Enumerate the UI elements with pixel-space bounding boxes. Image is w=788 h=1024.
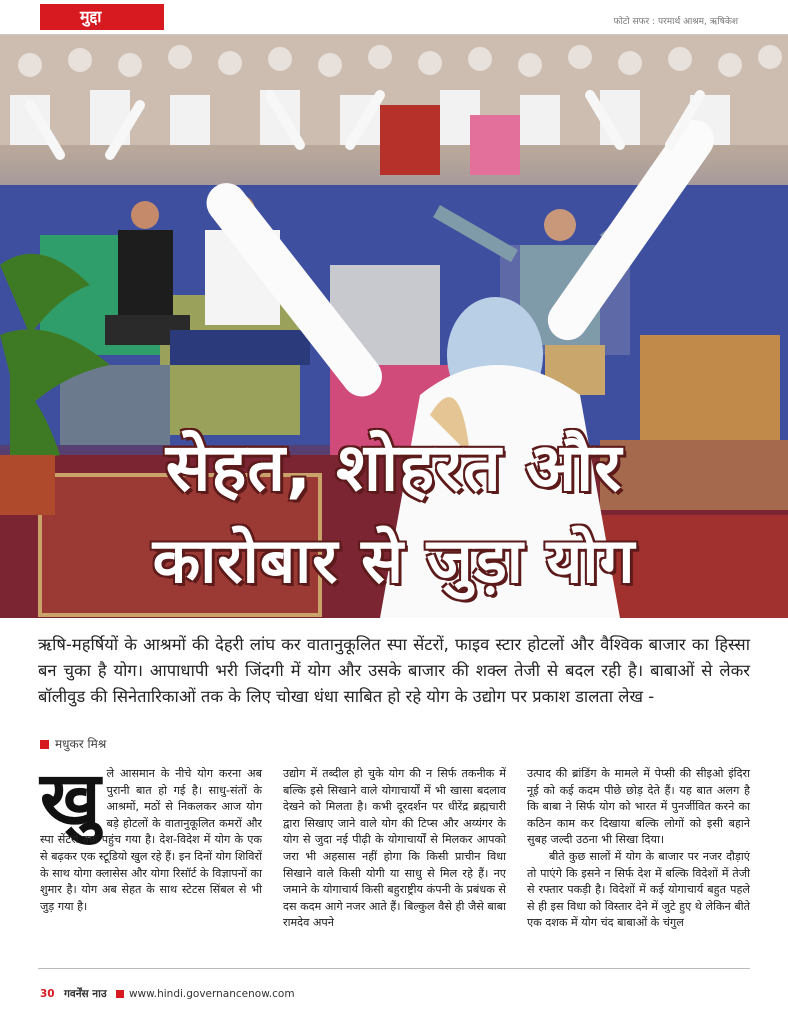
headline-line-2: कारोबार से जुड़ा योग: [152, 524, 636, 597]
headline-line-1: सेहत, शोहरत और: [165, 429, 623, 506]
byline: [40, 735, 106, 752]
footer-divider: [38, 968, 750, 969]
section-tag: मुद्दा: [40, 4, 164, 30]
column-1-text: ले आसमान के नीचे योग करना अब पुरानी बात हो गई है। साधु-संतों के आश्रमों, मठों से निकलकर आज योग बड़े होटलों के वातानुकूलित कमरों और स्पा सेंटरों तक पहुंच गया है। देश-विदेश में योग के एक से बढ़कर एक स्टूडियो खुल रहे हैं। इन दिनों योग शिविरों के साथ योगा क्लासेस और योगा रिसॉर्ट के विज्ञापनों का शुमार है। योग अब सेहत के साथ स्टेटस सिंबल से भी जुड़ गया है।: [40, 767, 262, 913]
author-name: मधुकर मिश्र: [55, 737, 107, 751]
magazine-brand: गवर्नेंस नाउ: [63, 988, 107, 1000]
page-footer: [40, 987, 295, 1001]
top-band: [0, 0, 788, 35]
column-2-text: उद्योग में तब्दील हो चुके योग की न सिर्फ तकनीक में बल्कि इसे सिखाने वाले योगाचार्यों में भी खासा बदलाव देखने को मिलता है। कभी दूरदर्शन पर धीरेंद्र ब्रह्मचारी द्वारा सिखाए जाने वाले योग की टिप्स और अय्यंगर के योग से जुदा नई पीढ़ी के योगाचार्यों से मिलकर आपको जरा भी अहसास नहीं होगा कि किसी प्राचीन विधा सिखाने वाले किसी योगी या साधु से मिल रहे हैं। नए जमाने के योगाचार्य किसी बहुराष्ट्रीय कंपनी के प्रबंधक से दस कदम आगे नजर आते हैं। बिल्कुल वैसे ही जैसे बाबा रामदेव अपने: [283, 767, 506, 930]
column-3-paragraph-1: उत्पाद की ब्रांडिंग के मामले में पेप्सी की सीइओ इंदिरा नूई को कई कदम पीछे छोड़ देते हैं। यह बात अलग है कि बाबा ने सिर्फ योग को भारत में पुनर्जीवित करने का कठिन काम कर दिखाया बल्कि लोगों को इसी बहाने सुबह जल्दी उठना भी सिखा दिया।: [527, 767, 750, 847]
website-url[interactable]: www.hindi.governancenow.com: [128, 988, 295, 1000]
hero-photo: [0, 35, 788, 618]
footer-bullet-icon: [116, 990, 124, 998]
body-column-2: [283, 766, 506, 932]
column-3-paragraph-2: बीते कुछ सालों में योग के बाजार पर नजर दौड़ाएं तो पाएंगे कि इसने न सिर्फ देश में बल्कि विदेशों में तेजी से रफ्तार पकड़ी है। विदेशों में कई योगाचार्य बहुत पहले से ही इस विधा को विस्तार देने में जुटे हुए थे लेकिन बीते एक दशक में योग चंद बाबाओं के चंगुल: [527, 849, 750, 930]
byline-bullet-icon: [40, 740, 49, 749]
photo-credit: फोटो सफर : परमार्थ आश्रम, ऋषिकेश: [613, 17, 738, 27]
body-column-1: [40, 756, 262, 915]
body-column-3: [527, 766, 750, 932]
article-deck: ऋषि-महर्षियों के आश्रमों की देहरी लांघ कर वातानुकूलित स्पा सेंटरों, फाइव स्टार होटलों और वैश्विक बाजार का हिस्सा बन चुका है योग। आपाधापी भरी जिंदगी में योग और उसके बाजार की शक्ल तेजी से बदल रही है। बाबाओं से लेकर बॉलीवुड की सिनेतारिकाओं तक के लिए चोखा धंधा साबित हो रहे योग के उद्योग पर प्रकाश डालता लेख -: [38, 635, 750, 706]
drop-cap: खु: [40, 756, 101, 842]
page-number: 30: [40, 988, 55, 1000]
